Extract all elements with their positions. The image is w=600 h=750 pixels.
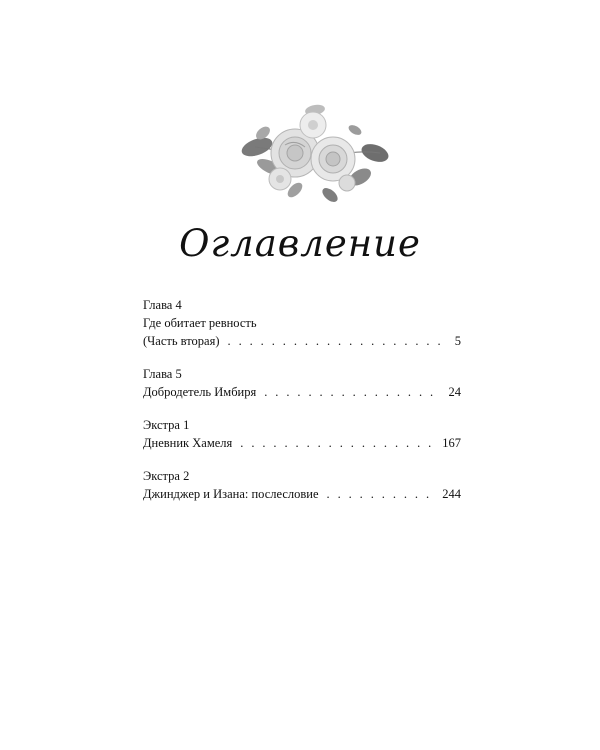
toc-entry-title: Добродетель Имбиря xyxy=(143,385,257,399)
toc-entry-title: Джинджер и Изана: послесловие xyxy=(143,487,319,501)
toc-entry-row xyxy=(143,383,461,401)
table-of-contents xyxy=(143,296,461,518)
toc-entry-label: Экстра 1 xyxy=(143,418,190,432)
toc-entry-chapter-4 xyxy=(143,296,461,350)
floral-bouquet-icon xyxy=(235,95,395,215)
toc-entry-extra-2 xyxy=(143,467,461,503)
dot-leader xyxy=(240,434,434,452)
toc-entry-page: 24 xyxy=(448,385,461,399)
toc-entry-label: Глава 4 xyxy=(143,298,182,312)
dot-leader xyxy=(327,485,435,503)
toc-entry-page: 167 xyxy=(442,436,461,450)
toc-entry-title: Где обитает ревность xyxy=(143,316,257,330)
toc-entry-extra-1 xyxy=(143,416,461,452)
toc-entry-label: Глава 5 xyxy=(143,367,182,381)
dot-leader xyxy=(264,383,440,401)
toc-entry-title-cont: (Часть вторая) xyxy=(143,334,220,348)
dot-leader xyxy=(228,332,447,350)
toc-title: Оглавление xyxy=(179,222,421,265)
toc-entry-page: 244 xyxy=(442,487,461,501)
toc-entry-row xyxy=(143,434,461,452)
toc-entry-label: Экстра 2 xyxy=(143,469,190,483)
toc-entry-page: 5 xyxy=(454,334,461,348)
toc-entry-row xyxy=(143,332,461,350)
toc-entry-chapter-5 xyxy=(143,365,461,401)
toc-entry-row xyxy=(143,485,461,503)
toc-entry-title: Дневник Хамеля xyxy=(143,436,233,450)
